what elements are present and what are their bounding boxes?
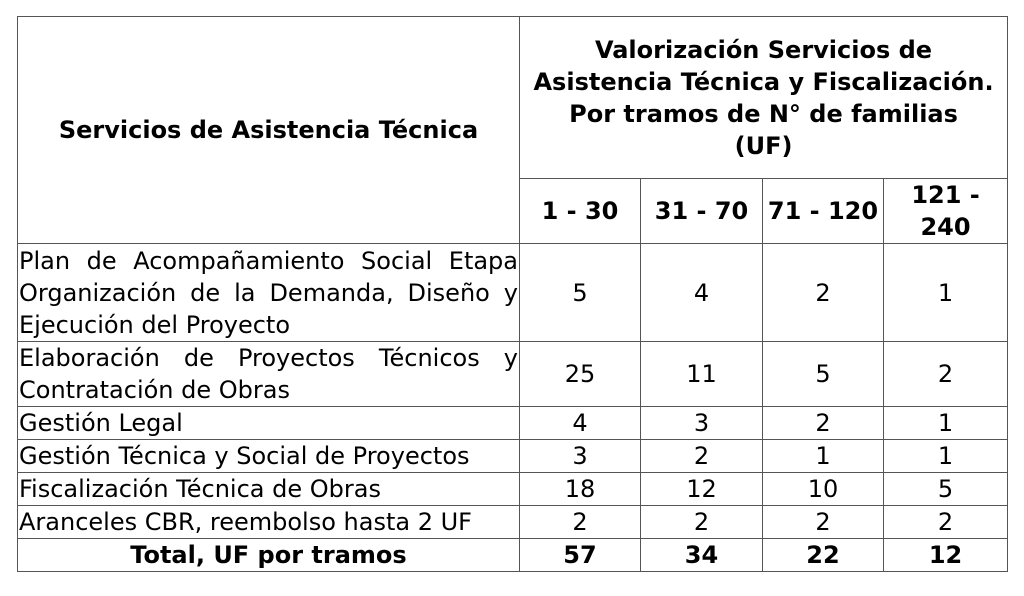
row-value: 4 [641,244,763,342]
table-row [18,407,1008,440]
row-value: 25 [520,342,641,407]
row-label: Elaboración de Proyectos Técnicos y Contratación de Obras [18,342,520,407]
row-value: 1 [884,440,1008,473]
row-label: Gestión Legal [18,407,520,440]
row-value: 2 [763,506,884,539]
group-header-title: Valorización Servicios de Asistencia Técnica y Fiscalización. Por tramos de N° de familias [533,35,994,128]
group-header-cell [520,17,1008,179]
row-header-cell: Servicios de Asistencia Técnica [18,17,520,244]
total-row [18,539,1008,572]
row-value: 5 [520,244,641,342]
table-row [18,342,1008,407]
column-header-71-120: 71 - 120 [763,179,884,244]
row-value: 2 [520,506,641,539]
total-value: 12 [884,539,1008,572]
table-row [18,440,1008,473]
row-value: 18 [520,473,641,506]
table-row [18,506,1008,539]
column-header-121-240: 121 - 240 [884,179,1008,244]
table-row [18,244,1008,342]
column-header-31-70: 31 - 70 [641,179,763,244]
row-label: Fiscalización Técnica de Obras [18,473,520,506]
row-value: 2 [641,440,763,473]
total-value: 22 [763,539,884,572]
row-value: 1 [884,407,1008,440]
row-value: 3 [641,407,763,440]
row-value: 2 [884,342,1008,407]
row-value: 11 [641,342,763,407]
row-label: Aranceles CBR, reembolso hasta 2 UF [18,506,520,539]
total-value: 57 [520,539,641,572]
row-value: 2 [884,506,1008,539]
row-value: 2 [763,407,884,440]
row-value: 5 [763,342,884,407]
row-value: 2 [641,506,763,539]
valuation-table [17,16,1008,572]
total-label: Total, UF por tramos [18,539,520,572]
row-value: 1 [763,440,884,473]
row-label: Gestión Técnica y Social de Proyectos [18,440,520,473]
row-value: 1 [884,244,1008,342]
row-value: 4 [520,407,641,440]
group-header-unit: (UF) [734,131,793,160]
row-label: Plan de Acompañamiento Social Etapa Organización de la Demanda, Diseño y Ejecución del Proyecto [18,244,520,342]
row-value: 2 [763,244,884,342]
row-value: 5 [884,473,1008,506]
table-row [18,473,1008,506]
row-value: 10 [763,473,884,506]
total-value: 34 [641,539,763,572]
column-header-1-30: 1 - 30 [520,179,641,244]
row-value: 12 [641,473,763,506]
row-value: 3 [520,440,641,473]
header-row [18,17,1008,179]
